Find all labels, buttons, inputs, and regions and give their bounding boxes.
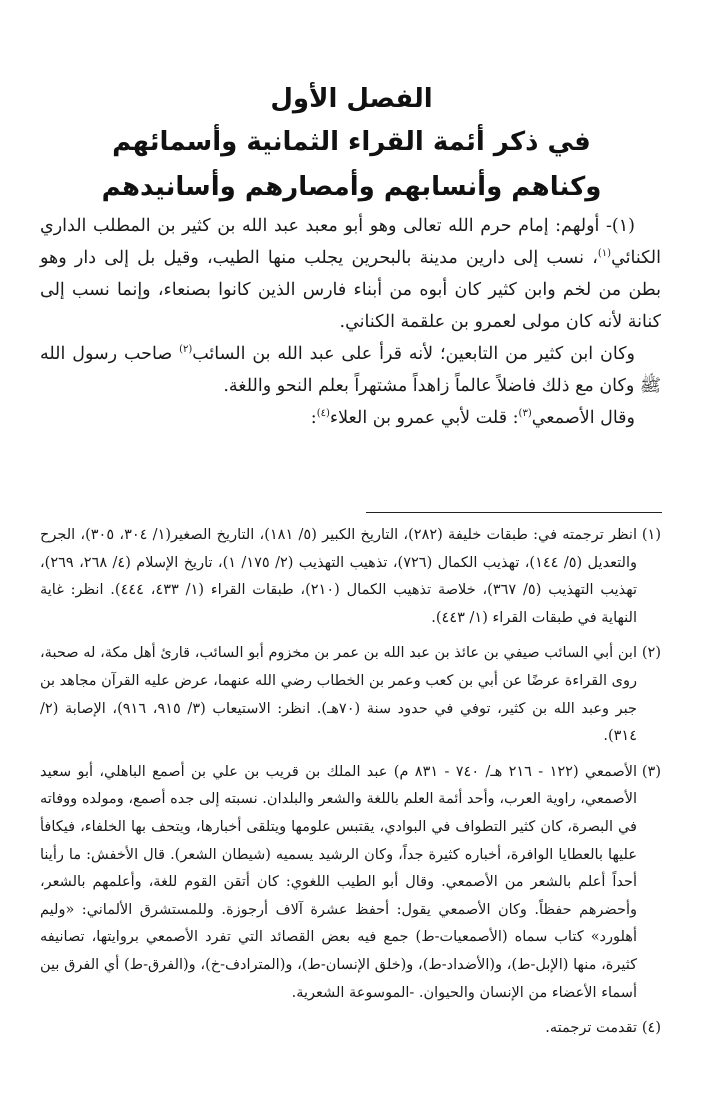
footnote [40,759,661,1007]
footnote-ref-3: (٣) [518,408,532,420]
chapter-subtitle-line-1: في ذكر أئمة القراء الثمانية وأسمائهم [112,127,591,157]
paragraph-3 [40,402,661,434]
paragraph-1-text-a: (١)- أولهم: إمام حرم الله تعالى وهو أبو معبد عبد الله بن كثير بن المطلب الداري الكنائي [40,216,661,268]
footnote-text: ابن أبي السائب صيفي بن عائذ بن عبد الله بن عمر بن مخزوم أبو السائب، قارئ أهل مكة، له صحبة، روى القراءة عرضًا عن أبي بن كعب وعمر بن الخطاب رضي الله عنهما، عرض عليه القرآن مجاهد بن جبر وعبد الله بن كثير، توفي في حدود سنة (٧٠هـ). انظر: الاستيعاب (٣/ ٩١٥، ٩١٦)، الإصابة (٢/ ٣١٤). [40,645,637,745]
paragraph-2-text-a: وكان ابن كثير من التابعين؛ لأنه قرأ على عبد الله بن السائب [192,344,636,364]
chapter-subtitle-line-2: وكناهم وأنسابهم وأمصارهم وأسانيدهم [101,172,602,202]
paragraph-3-text-a: وقال الأصمعي [531,408,635,428]
footnote-number: (٣) [641,763,661,780]
footnote [40,522,661,632]
paragraph-3-text-c: : [310,408,317,428]
footnote-number: (٤) [641,1020,661,1037]
chapter-title: الفصل الأول [270,84,433,114]
footnote [40,1015,661,1043]
footnote-number: (٢) [641,645,661,662]
footnote-ref-2: (٢) [179,344,193,356]
footnote-separator [366,512,662,513]
main-text [40,210,661,434]
footnote [40,640,661,750]
footnotes [40,522,661,1051]
paragraph-1 [40,210,661,338]
footnote-text: الأصمعي (١٢٢ - ٢١٦ هـ/ ٧٤٠ - ٨٣١ م) عبد الملك بن قريب بن علي بن أصمع الباهلي، أبو سعيد الأصمعي، راوية العرب، وأحد أئمة العلم باللغة والشعر والبلدان. نسبته إلى جده أصمع، ومولده ووفاته في البصرة، كان كثير التطواف في البوادي، يقتبس علومها ويتلقى أخبارها، ويتحف بها الخلفاء، فيكافأ عليها بالعطايا الوافرة، أخباره كثيرة جداً، وكان الرشيد يسميه (شيطان الشعر). قال الأخفش: ما رأينا أحداً أعلم بالشعر من الأصمعي. وقال أبو الطيب اللغوي: كان أتقن القوم للغة، وأعلمهم بالشعر، وأحضرهم حفظاً. وكان الأصمعي يقول: أحفظ عشرة آلاف أرجوزة. وللمستشرق الألماني: «وليم أهلورد» كتاب سماه (الأصمعيات-ط) جمع فيه بعض القصائد التي تفرد الأصمعي بروايتها، تصانيفه كثيرة، منها (الإبل-ط)، و(الأضداد-ط)، و(خلق الإنسان-ط)، و(المترادف-خ)، و(الفرق-ط) أي الفرق بين أسماء الأعضاء من الإنسان والحيوان. -الموسوعة الشعرية. [40,763,638,1001]
footnote-ref-1: (١) [597,248,612,260]
footnote-number: (١) [641,527,661,543]
paragraph-2 [40,338,661,402]
footnote-text: انظر ترجمته في: طبقات خليفة (٢٨٢)، التاريخ الكبير (٥/ ١٨١)، التاريخ الصغير(١/ ٣٠٤، ٣٠٥)، الجرح والتعديل (٥/ ١٤٤)، تهذيب الكمال (٧٢٦)، تذهيب التهذيب (٢/ ١٧٥/ ١)، تاريخ الإسلام (٤/ ٢٦٨، ٢٦٩)، تهذيب التهذيب (٥/ ٣٦٧)، خلاصة تذهيب الكمال (٢١٠)، طبقات القراء (١/ ٤٣٣، ٤٤٤). انظر: غاية النهاية في طبقات القراء (١/ ٤٤٣). [40,527,638,626]
paragraph-2-text-b: صاحب رسول الله ﷺ وكان مع ذلك فاضلاً عالماً زاهداً مشتهراً بعلم النحو واللغة. [40,344,661,396]
footnote-ref-4: (٤) [316,408,330,420]
paragraph-3-text-b: : قلت لأبي عمرو بن العلاء [329,408,519,428]
footnote-text: تقدمت ترجمته. [545,1020,637,1037]
paragraph-1-text-b: ، نسب إلى دارين مدينة بالبحرين يجلب منها الطيب، وقيل بل إلى دار وهو بطن من لخم وابن كثير كان أبوه من أبناء فارس الذين كانوا بصنعاء، وإنما نسب إلى كنانة لأنه كان مولى لعمرو بن علقمة الكناني. [40,248,661,332]
